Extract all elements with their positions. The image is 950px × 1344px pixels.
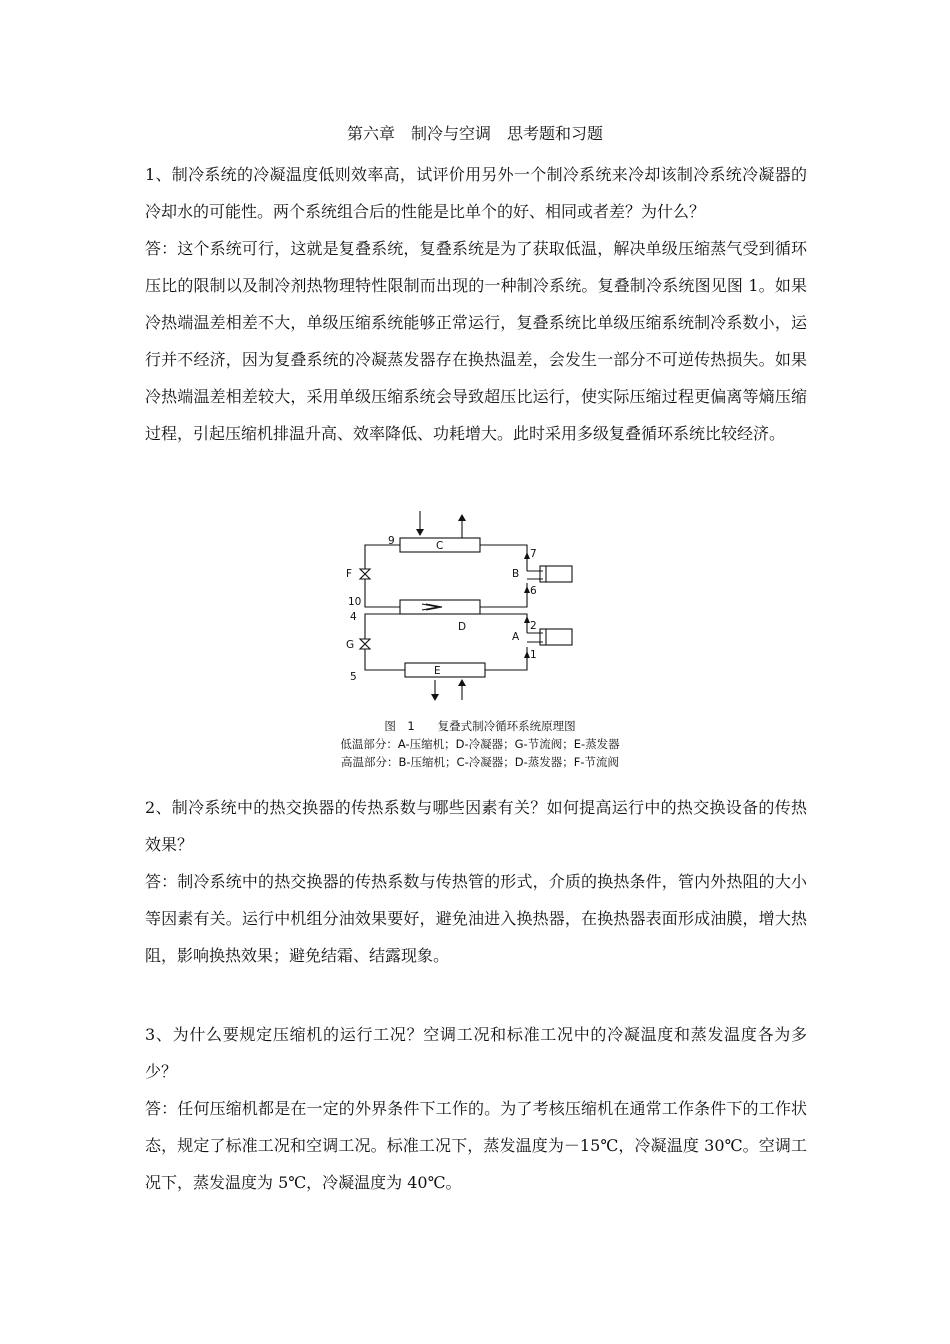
- water-out-arrow-icon: [458, 514, 466, 521]
- label-g: G: [346, 639, 355, 651]
- question-2: 2、制冷系统中的热交换器的传热系数与哪些因素有关？如何提高运行中的热交换设备的传热效果？: [145, 798, 807, 854]
- compressor-a: [540, 629, 572, 645]
- figure-caption-low-stage: 低温部分：A-压缩机；D-冷凝器；G-节流阀；E-蒸发器: [340, 737, 620, 751]
- evaporator-e: [405, 663, 485, 677]
- point-7: 7: [530, 548, 537, 560]
- compressor-b: [540, 566, 572, 582]
- question-3: 3、为什么要规定压缩机的运行工况？空调工况和标准工况中的冷凝温度和蒸发温度各为多少？: [145, 1025, 807, 1081]
- cascade-refrigeration-figure: [330, 505, 630, 775]
- water-in-arrow-icon: [416, 529, 424, 536]
- question-1: 1、制冷系统的冷凝温度低则效率高，试评价用另外一个制冷系统来冷却该制冷系统冷凝器的冷却水的可能性。两个系统组合后的性能是比单个的好、相同或者差？为什么？: [145, 165, 807, 221]
- cascade-diagram: [330, 505, 630, 715]
- answer-2: 答：制冷系统中的热交换器的传热系数与传热管的形式，介质的换热条件，管内外热阻的大小等因素有关。运行中机组分油效果要好，避免油进入换热器，在换热器表面形成油膜，增大热阻，影响换热效果；避免结霜、结露现象。: [145, 872, 807, 965]
- label-d: D: [458, 621, 467, 633]
- point-6: 6: [530, 585, 537, 597]
- point-4: 4: [350, 611, 357, 623]
- point-5: 5: [350, 671, 357, 683]
- label-c: C: [436, 540, 444, 552]
- label-f: F: [346, 568, 353, 580]
- page-title: 第六章 制冷与空调 思考题和习题: [346, 124, 603, 143]
- figure-caption-title: 图 1 复叠式制冷循环系统原理图: [384, 719, 576, 733]
- point-2: 2: [530, 620, 537, 632]
- label-e: E: [434, 665, 441, 677]
- point-10: 10: [348, 596, 362, 608]
- answer-1: 答：这个系统可行，这就是复叠系统，复叠系统是为了获取低温，解决单级压缩蒸气受到循环压比的限制以及制冷剂热物理特性限制而出现的一种制冷系统。复叠制冷系统图见图 1。如果冷热端温差相差不大，单级压缩系统能够正常运行，复叠系统比单级压缩系统制冷系数小，运行并不经济，因为复叠系统的冷凝蒸发器存在换热温差，会发生一部分不可逆传热损失。如果冷热端温差相差较大，采用单级压缩系统会导致超压比运行，使实际压缩过程更偏离等熵压缩过程，引起压缩机排温升高、效率降低、功耗增大。此时采用多级复叠循环系统比较经济。: [145, 239, 807, 443]
- point-9: 9: [388, 535, 395, 547]
- throttle-valve-f-icon: [360, 569, 370, 579]
- answer-3: 答：任何压缩机都是在一定的外界条件下工作的。为了考核压缩机在通常工作条件下的工作状态，规定了标准工况和空调工况。标准工况下，蒸发温度为－15℃，冷凝温度 30℃。空调工况下，蒸发温度为 5℃，冷凝温度为 40℃。: [145, 1099, 807, 1192]
- label-b: B: [512, 568, 520, 580]
- point-1: 1: [530, 649, 537, 661]
- throttle-valve-g-icon: [360, 639, 370, 649]
- label-a: A: [512, 631, 520, 643]
- figure-caption-high-stage: 高温部分：B-压缩机；C-冷凝器；D-蒸发器；F-节流阀: [341, 755, 619, 769]
